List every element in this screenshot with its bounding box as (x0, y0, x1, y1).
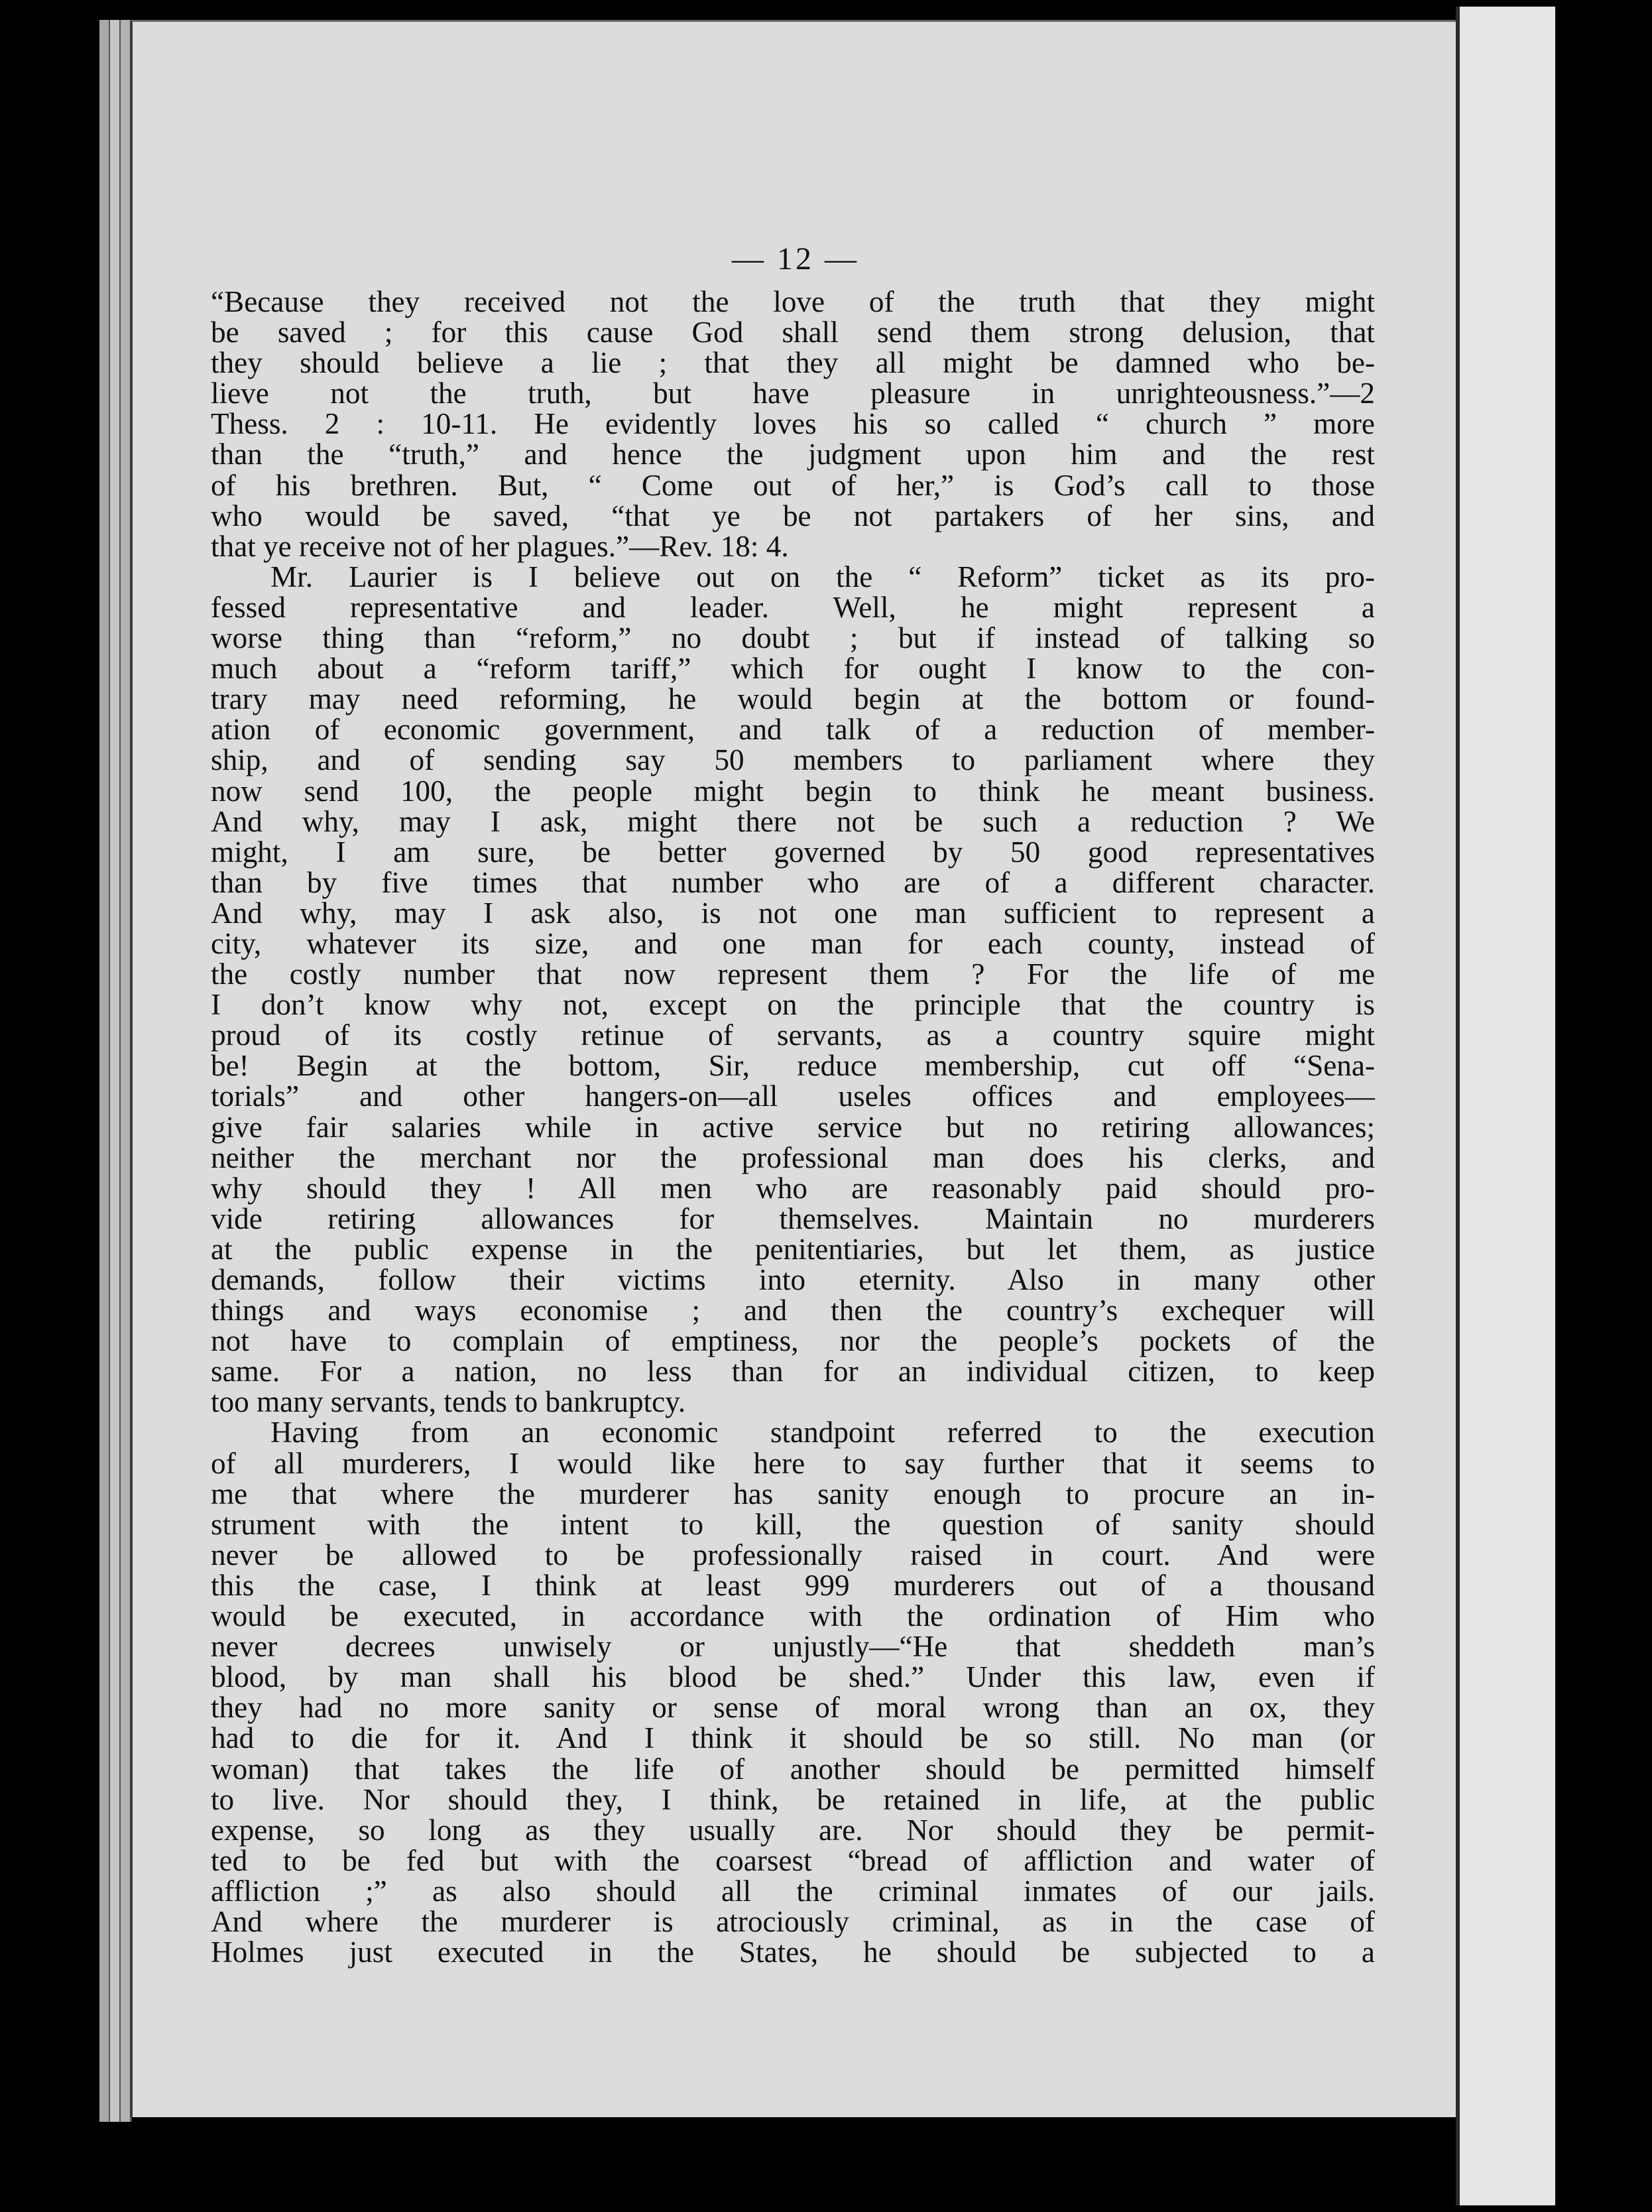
text-line: Thess. 2 : 10-11. He evidently loves his so called “ church ” more (211, 407, 1375, 441)
text-line: than the “truth,” and hence the judgment upon him and the rest (211, 438, 1375, 471)
text-line: be! Begin at the bottom, Sir, reduce membership, cut off “Sena- (211, 1049, 1375, 1083)
text-line: much about a “reform tariff,” which for ought I know to the con- (211, 652, 1375, 686)
text-line: I don’t know why not, except on the principle that the country is (211, 988, 1375, 1022)
text-line: fessed representative and leader. Well, he might represent a (211, 590, 1375, 624)
page-number: — 12 — (732, 241, 859, 276)
text-line: lieve not the truth, but have pleasure in unrighteousness.”—2 (211, 377, 1375, 410)
text-line: of his brethren. But, “ Come out of her,” is God’s call to those (211, 468, 1375, 502)
text-line: would be executed, in accordance with the ordination of Him who (211, 1599, 1375, 1633)
text-line: Mr. Laurier is I believe out on the “ Reform” ticket as its pro- (270, 560, 1375, 593)
text-line: not have to complain of emptiness, nor the people’s pockets of the (211, 1324, 1375, 1358)
text-line: “Because they received not the love of the truth that they might (211, 285, 1375, 318)
text-line: be saved ; for this cause God shall send them strong delusion, that (211, 316, 1375, 349)
text-line: at the public expense in the penitentiaries, but let them, as justice (211, 1232, 1375, 1266)
text-line: of all murderers, I would like here to say further that it seems to (211, 1446, 1375, 1480)
text-line: strument with the intent to kill, the question of sanity should (211, 1507, 1375, 1541)
text-line: proud of its costly retinue of servants, as a country squire might (211, 1018, 1375, 1052)
text-line: might, I am sure, be better governed by 50 good representatives (211, 835, 1375, 869)
text-line: they should believe a lie ; that they all might be damned who be- (211, 346, 1375, 380)
text-line: demands, follow their victims into eternity. Also in many other (211, 1263, 1375, 1296)
text-line: woman) that takes the life of another should be permitted himself (211, 1752, 1375, 1786)
text-line: Having from an economic standpoint referred to the execution (270, 1416, 1375, 1449)
text-line: things and ways economise ; and then the country’s exchequer will (211, 1294, 1375, 1327)
text-line: that ye receive not of her plagues.”—Rev. 18: 4. (211, 529, 789, 563)
text-line: worse thing than “reform,” no doubt ; but if instead of talking so (211, 621, 1375, 655)
text-line: ship, and of sending say 50 members to parliament where they (211, 743, 1375, 777)
text-line: than by five times that number who are of a different character. (211, 865, 1375, 899)
text-line: to live. Nor should they, I think, be retained in life, at the public (211, 1782, 1375, 1816)
page-edge (110, 20, 121, 2122)
text-line: had to die for it. And I think it should be so still. No man (or (211, 1721, 1375, 1755)
text-line: affliction ;” as also should all the criminal inmates of our jails. (211, 1874, 1375, 1908)
text-line: the costly number that now represent them ? For the life of me (211, 957, 1375, 991)
text-line: And where the murderer is atrociously criminal, as in the case of (211, 1904, 1375, 1938)
text-line: same. For a nation, no less than for an individual citizen, to keep (211, 1355, 1375, 1388)
text-line: neither the merchant nor the professional man does his clerks, and (211, 1140, 1375, 1174)
text-line: blood, by man shall his blood be shed.” Under this law, even if (211, 1660, 1375, 1694)
text-line: city, whatever its size, and one man for each county, instead of (211, 926, 1375, 960)
text-line: expense, so long as they usually are. Nor should they be permit- (211, 1813, 1375, 1847)
text-line: ted to be fed but with the coarsest “bread of affliction and water of (211, 1843, 1375, 1877)
text-line: And why, may I ask also, is not one man sufficient to represent a (211, 896, 1375, 930)
text-line: why should they ! All men who are reasonably paid should pro- (211, 1171, 1375, 1205)
text-line: this the case, I think at least 999 murderers out of a thousand (211, 1568, 1375, 1602)
scan-margin (1555, 0, 1652, 2212)
text-line: vide retiring allowances for themselves. Maintain no murderers (211, 1201, 1375, 1235)
text-line: Holmes just executed in the States, he should be subjected to a (211, 1936, 1375, 1969)
text-line: they had no more sanity or sense of moral wrong than an ox, they (211, 1691, 1375, 1725)
body-text (211, 286, 1375, 1967)
text-line: never be allowed to be professionally raised in court. And were (211, 1538, 1375, 1571)
text-line: torials” and other hangers-on—all useles offices and employees— (211, 1079, 1375, 1113)
text-line: trary may need reforming, he would begin at the bottom or found- (211, 682, 1375, 716)
text-line: now send 100, the people might begin to think he meant business. (211, 774, 1375, 808)
text-line: too many servants, tends to bankruptcy. (211, 1385, 686, 1419)
facing-page-edge (1456, 7, 1559, 2205)
text-line: And why, may I ask, might there not be such a reduction ? We (211, 804, 1375, 838)
text-line: ation of economic government, and talk of a reduction of member- (211, 713, 1375, 747)
text-line: who would be saved, “that ye be not partakers of her sins, and (211, 499, 1375, 532)
page-edge (99, 20, 111, 2122)
text-line: me that where the murderer has sanity enough to procure an in- (211, 1477, 1375, 1510)
text-line: never decrees unwisely or unjustly—“He that sheddeth man’s (211, 1630, 1375, 1664)
text-line: give fair salaries while in active service but no retiring allowances; (211, 1110, 1375, 1144)
